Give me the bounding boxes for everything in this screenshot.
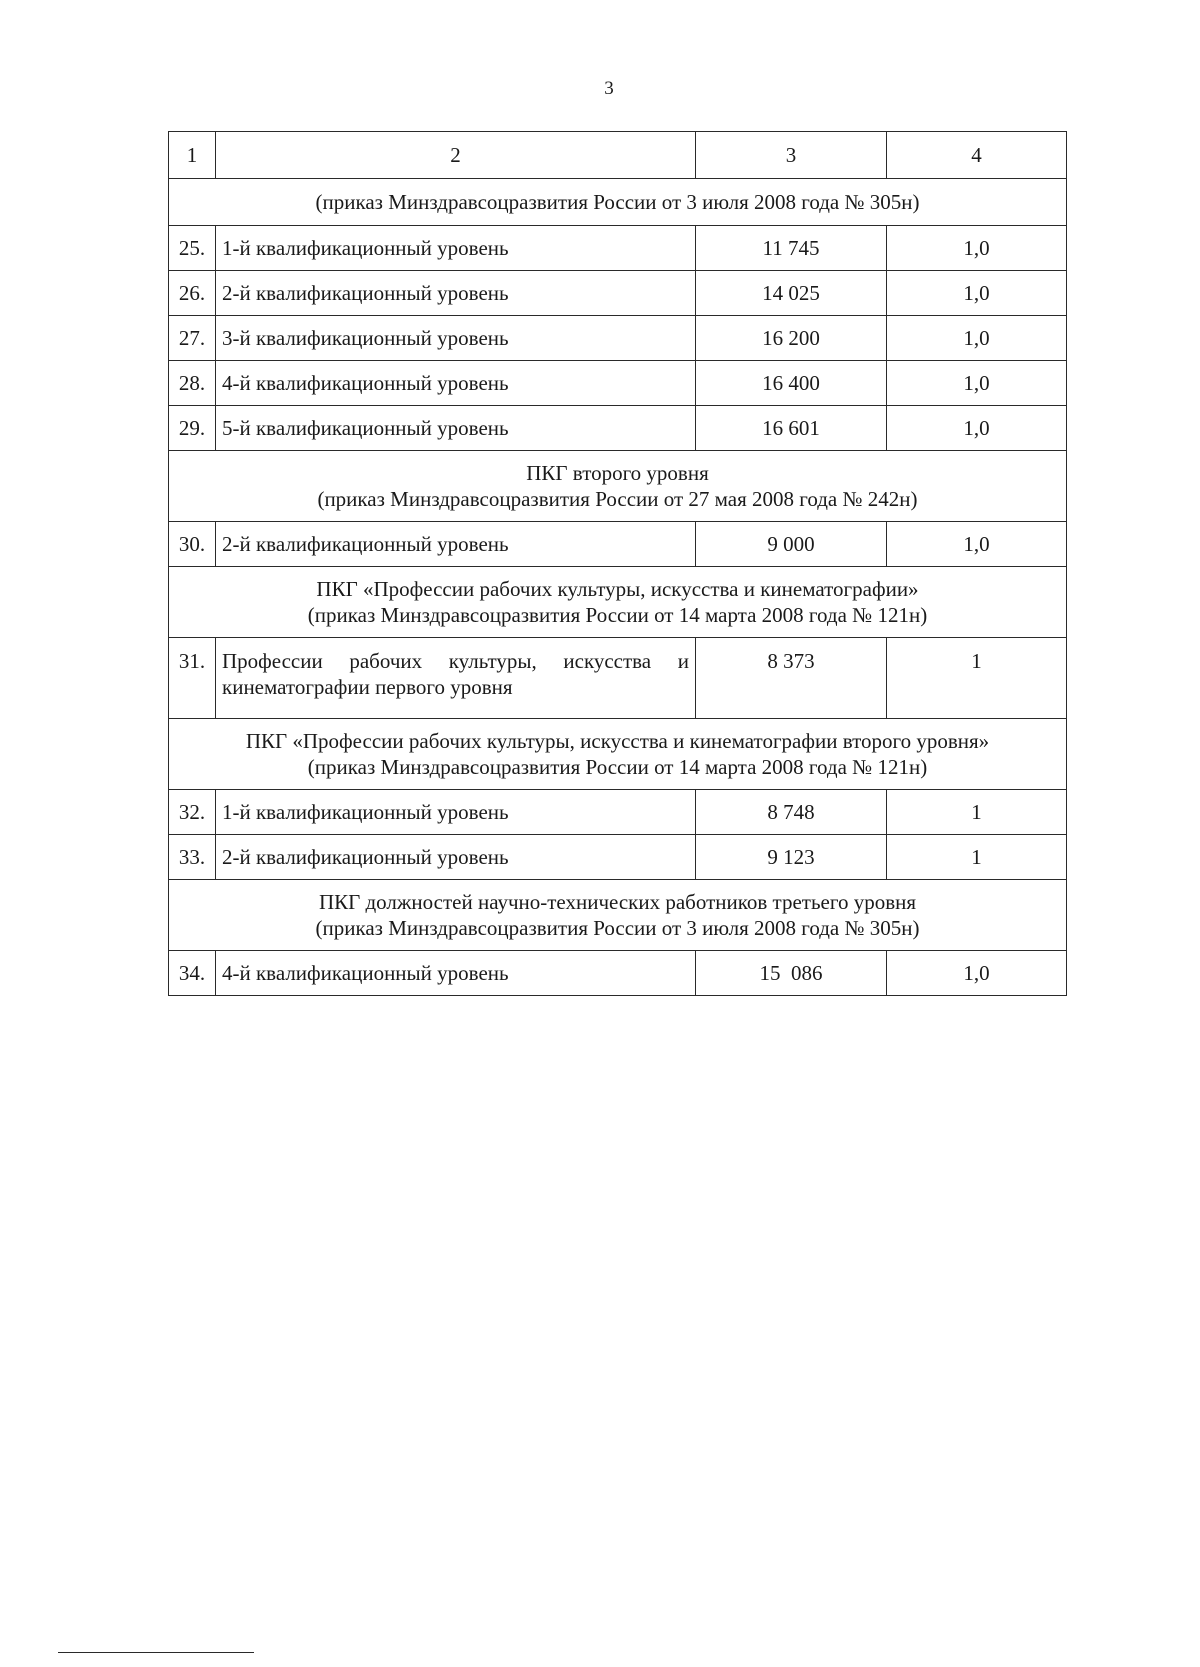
table-row — [169, 951, 1067, 996]
row-salary: 9 000 — [696, 522, 887, 567]
row-number: 31. — [169, 638, 216, 719]
row-coefficient: 1 — [887, 638, 1067, 719]
row-number: 28. — [169, 361, 216, 406]
row-coefficient: 1 — [887, 790, 1067, 835]
group-header-row — [169, 880, 1067, 951]
group-line: (приказ Минздравсоцразвития России от 3 июля 2008 года № 305н) — [315, 916, 920, 940]
group-line: (приказ Минздравсоцразвития России от 27 мая 2008 года № 242н) — [317, 487, 918, 511]
row-coefficient: 1,0 — [887, 406, 1067, 451]
table-row — [169, 226, 1067, 271]
header-cell: 2 — [216, 132, 696, 179]
header-cell: 3 — [696, 132, 887, 179]
group-line: ПКГ второго уровня — [526, 461, 709, 485]
table-header-row — [169, 132, 1067, 179]
group-line: ПКГ «Профессии рабочих культуры, искусства и кинематографии» — [316, 577, 919, 601]
table-row — [169, 522, 1067, 567]
row-salary: 8 748 — [696, 790, 887, 835]
salary-table — [168, 131, 1067, 996]
row-name: 2-й квалификационный уровень — [216, 522, 696, 567]
table-row — [169, 790, 1067, 835]
row-coefficient: 1,0 — [887, 361, 1067, 406]
group-header-row — [169, 451, 1067, 522]
table-row — [169, 361, 1067, 406]
header-cell: 1 — [169, 132, 216, 179]
group-line: ПКГ должностей научно-технических работников третьего уровня — [318, 890, 917, 914]
table-row — [169, 835, 1067, 880]
group-header-row — [169, 179, 1067, 226]
row-name: 3-й квалификационный уровень — [216, 316, 696, 361]
row-number: 34. — [169, 951, 216, 996]
page-number: 3 — [604, 78, 614, 99]
row-number: 30. — [169, 522, 216, 567]
table-row — [169, 638, 1067, 719]
row-name: 2-й квалификационный уровень — [216, 835, 696, 880]
group-line: (приказ Минздравсоцразвития России от 14 марта 2008 года № 121н) — [307, 755, 928, 779]
table-row — [169, 271, 1067, 316]
table-row — [169, 406, 1067, 451]
header-cell: 4 — [887, 132, 1067, 179]
row-number: 33. — [169, 835, 216, 880]
group-header-row — [169, 719, 1067, 790]
row-number: 26. — [169, 271, 216, 316]
row-salary: 8 373 — [696, 638, 887, 719]
row-name: 2-й квалификационный уровень — [216, 271, 696, 316]
group-header — [169, 880, 1067, 951]
row-salary: 11 745 — [696, 226, 887, 271]
row-number: 25. — [169, 226, 216, 271]
row-coefficient: 1,0 — [887, 951, 1067, 996]
row-coefficient: 1,0 — [887, 226, 1067, 271]
row-number: 27. — [169, 316, 216, 361]
row-coefficient: 1,0 — [887, 316, 1067, 361]
row-salary: 16 400 — [696, 361, 887, 406]
row-name: 4-й квалификационный уровень — [216, 361, 696, 406]
group-header — [169, 719, 1067, 790]
row-number: 32. — [169, 790, 216, 835]
row-salary: 15 086 — [696, 951, 887, 996]
row-coefficient: 1,0 — [887, 271, 1067, 316]
row-name: 1-й квалификационный уровень — [216, 226, 696, 271]
row-salary: 9 123 — [696, 835, 887, 880]
row-coefficient: 1,0 — [887, 522, 1067, 567]
row-salary: 16 200 — [696, 316, 887, 361]
group-header-row — [169, 567, 1067, 638]
row-coefficient: 1 — [887, 835, 1067, 880]
row-name: 5-й квалификационный уровень — [216, 406, 696, 451]
group-header — [169, 451, 1067, 522]
group-line: (приказ Минздравсоцразвития России от 3 июля 2008 года № 305н) — [315, 190, 920, 214]
row-number: 29. — [169, 406, 216, 451]
row-name: Профессии рабочих культуры, искусства и кинематографии первого уровня — [216, 638, 696, 719]
group-line: ПКГ «Профессии рабочих культуры, искусства и кинематографии второго уровня» — [245, 729, 990, 753]
footnote-rule — [58, 1652, 254, 1653]
row-name: 1-й квалификационный уровень — [216, 790, 696, 835]
table-row — [169, 316, 1067, 361]
group-header — [169, 179, 1067, 226]
group-header — [169, 567, 1067, 638]
row-name: 4-й квалификационный уровень — [216, 951, 696, 996]
group-line: (приказ Минздравсоцразвития России от 14 марта 2008 года № 121н) — [307, 603, 928, 627]
row-salary: 16 601 — [696, 406, 887, 451]
row-salary: 14 025 — [696, 271, 887, 316]
